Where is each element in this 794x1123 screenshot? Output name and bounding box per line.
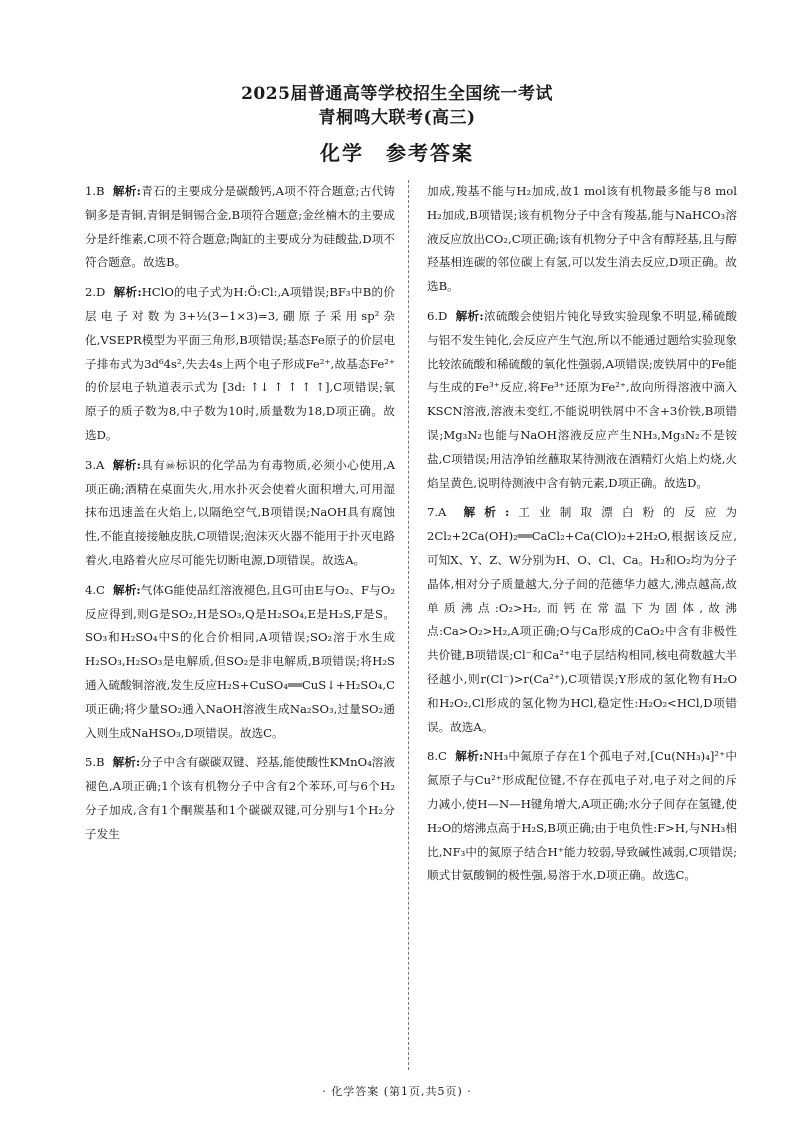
right-column	[427, 180, 737, 894]
explanation-text: 具有☠标识的化学品为有毒物质,必须小心使用,A项正确;酒精在桌面失火,用水扑灭会使着火面积增大,可用湿抹布迅速盖在火焰上,以隔绝空气,B项错误;NaOH具有腐蚀性,不能直接接触皮肤,C项错误;泡沫灭火器不能用于扑灭电路着火,电路着火应尽可能先切断电源,D项错误。故选A。	[85, 457, 396, 567]
explanation-text: HClO的电子式为H:Ö:Cl:,A项错误;BF₃中B的价层电子对数为3+½(3−1×3)=3,硼原子采用sp²杂化,VSEPR模型为平面三角形,B项错误;基态Fe原子的价层电子排布式为3d⁶4s²,失去4s上两个电子形成Fe²⁺,故基态Fe²⁺的价层电子轨道表示式为 [3d: ↑↓ ↑ ↑ ↑ ↑],C项错误;氧原子的质子数为8,中子数为10时,质量数为18,D项正确。故选D。	[85, 285, 395, 442]
explanation-label: 解析:	[112, 457, 141, 472]
explanation-text: 气体G能使品红溶液褪色,且G可由E与O₂、F与O₂反应得到,则G是SO₂,H是SO₃,Q是H₂SO₄,E是H₂S,F是S。SO₃和H₂SO₄中S的化合价相同,A项错误;SO₂溶于水生成H₂SO₃,H₂SO₃是电解质,但SO₂是非电解质,B项错误;将H₂S通入硫酸铜溶液,发生反应H₂S+CuSO₄══CuS↓+H₂SO₄,C项正确;将少量SO₂通入NaOH溶液生成Na₂SO₃,过量SO₂通入则生成NaHSO₃,D项错误。故选C。	[85, 582, 396, 740]
question-number: 2.D	[85, 285, 106, 300]
exam-title: 2025届普通高等学校招生全国统一考试	[241, 84, 553, 104]
explanation-label: 解析:	[112, 582, 141, 597]
exam-subtitle: 青桐鸣大联考(高三)	[318, 108, 476, 128]
question-5-continuation: 加成,羧基不能与H₂加成,故1 mol该有机物最多能与8 mol H₂加成,B项错误;该有机物分子中含有羧基,能与NaHCO₃溶液反应放出CO₂,C项正确;该有机物分子中含有醇羟基,且与醇羟基相连碳的邻位碳上有氢,可以发生消去反应,D项正确。故选B。	[427, 184, 737, 294]
question-number: 1.B	[85, 184, 105, 198]
page-footer: · 化学答案 (第1页,共5页) ·	[322, 1085, 472, 1098]
explanation-text: NH₃中氮原子存在1个孤电子对,[Cu(NH₃)₄]²⁺中氮原子与Cu²⁺形成配位键,不存在孤电子对,电子对之间的斥力减小,使H—N—H键角增大,A项正确;水分子间存在氢键,使H₂O的熔沸点高于H₂S,B项正确;由于电负性:F>H,与NH₃相比,NF₃中的氮原子结合H⁺能力较弱,导致碱性减弱,C项错误;顺式甘氨酸铜的极性强,易溶于水,D项正确。故选C。	[427, 749, 738, 883]
explanation-label: 解析:	[112, 755, 141, 770]
explanation-text: 工业制取漂白粉的反应为2Cl₂+2Ca(OH)₂══CaCl₂+Ca(ClO)₂+2H₂O,根据该反应,可知X、Y、Z、W分别为H、O、Cl、Ca。H₂和O₂均为分子晶体,相对分子质量越大,分子间的范德华力越大,沸点越高,故单质沸点:O₂>H₂,而钙在常温下为固体,故沸点:Ca>O₂>H₂,A项正确;O与Ca形成的CaO₂中含有非极性共价键,B项错误;Cl⁻和Ca²⁺电子层结构相同,核电荷数越大半径越小,则r(Cl⁻)>r(Ca²⁺),C项错误;Y形成的氢化物有H₂O和H₂O₂,Cl形成的氢化物为HCl,稳定性:H₂O₂<HCl,D项错误。故选A。	[427, 505, 737, 734]
question-number: 6.D	[427, 308, 448, 323]
question-4	[85, 579, 395, 746]
question-number: 4.C	[85, 582, 105, 597]
answer-key-title: 化学 参考答案	[320, 141, 474, 165]
question-number: 7.A	[427, 505, 447, 520]
question-number: 5.B	[85, 755, 105, 770]
question-8	[427, 745, 737, 888]
question-1	[85, 180, 395, 275]
question-number: 8.C	[427, 749, 447, 764]
explanation-label: 解析:	[455, 308, 484, 323]
question-3	[85, 454, 395, 573]
explanation-text: 分子中含有碳碳双键、羟基,能使酸性KMnO₄溶液褪色,A项正确;1个该有机物分子中含有2个苯环,可与6个H₂分子加成,含有1个酮羰基和1个碳碳双键,可分别与1个H₂分子发生	[85, 755, 396, 841]
question-5	[85, 751, 395, 846]
question-2	[85, 281, 395, 448]
question-7	[427, 501, 737, 739]
explanation-label: 解析:	[454, 505, 510, 520]
explanation-text: 青石的主要成分是碳酸钙,A项不符合题意;古代铸铜多是青铜,青铜是铜锡合金,B项符合题意;金丝楠木的主要成分是纤维素,C项不符合题意;陶缸的主要成分为硅酸盐,D项不符合题意。故选B。	[85, 184, 396, 270]
explanation-label: 解析:	[454, 749, 484, 764]
column-divider	[408, 180, 409, 1070]
question-6	[427, 305, 737, 495]
explanation-label: 解析:	[113, 285, 142, 300]
explanation-label: 解析:	[112, 184, 141, 198]
question-number: 3.A	[85, 457, 105, 472]
left-column	[85, 180, 395, 853]
explanation-text: 浓硫酸会使铝片钝化导致实验现象不明显,稀硫酸与铝不发生钝化,会反应产生气泡,所以不能通过题给实验现象比较浓硫酸和稀硫酸的氧化性强弱,A项错误;废铁屑中的Fe能与生成的Fe³⁺反应,将Fe³⁺还原为Fe²⁺,故向所得溶液中滴入KSCN溶液,溶液未变红,不能说明铁屑中不含+3价铁,B项错误;Mg₃N₂也能与NaOH溶液反应产生NH₃,Mg₃N₂不是铵盐,C项错误;用洁净铂丝蘸取某待测液在酒精灯火焰上灼烧,火焰呈黄色,说明待测液中含有钠元素,D项正确。故选D。	[427, 308, 738, 490]
